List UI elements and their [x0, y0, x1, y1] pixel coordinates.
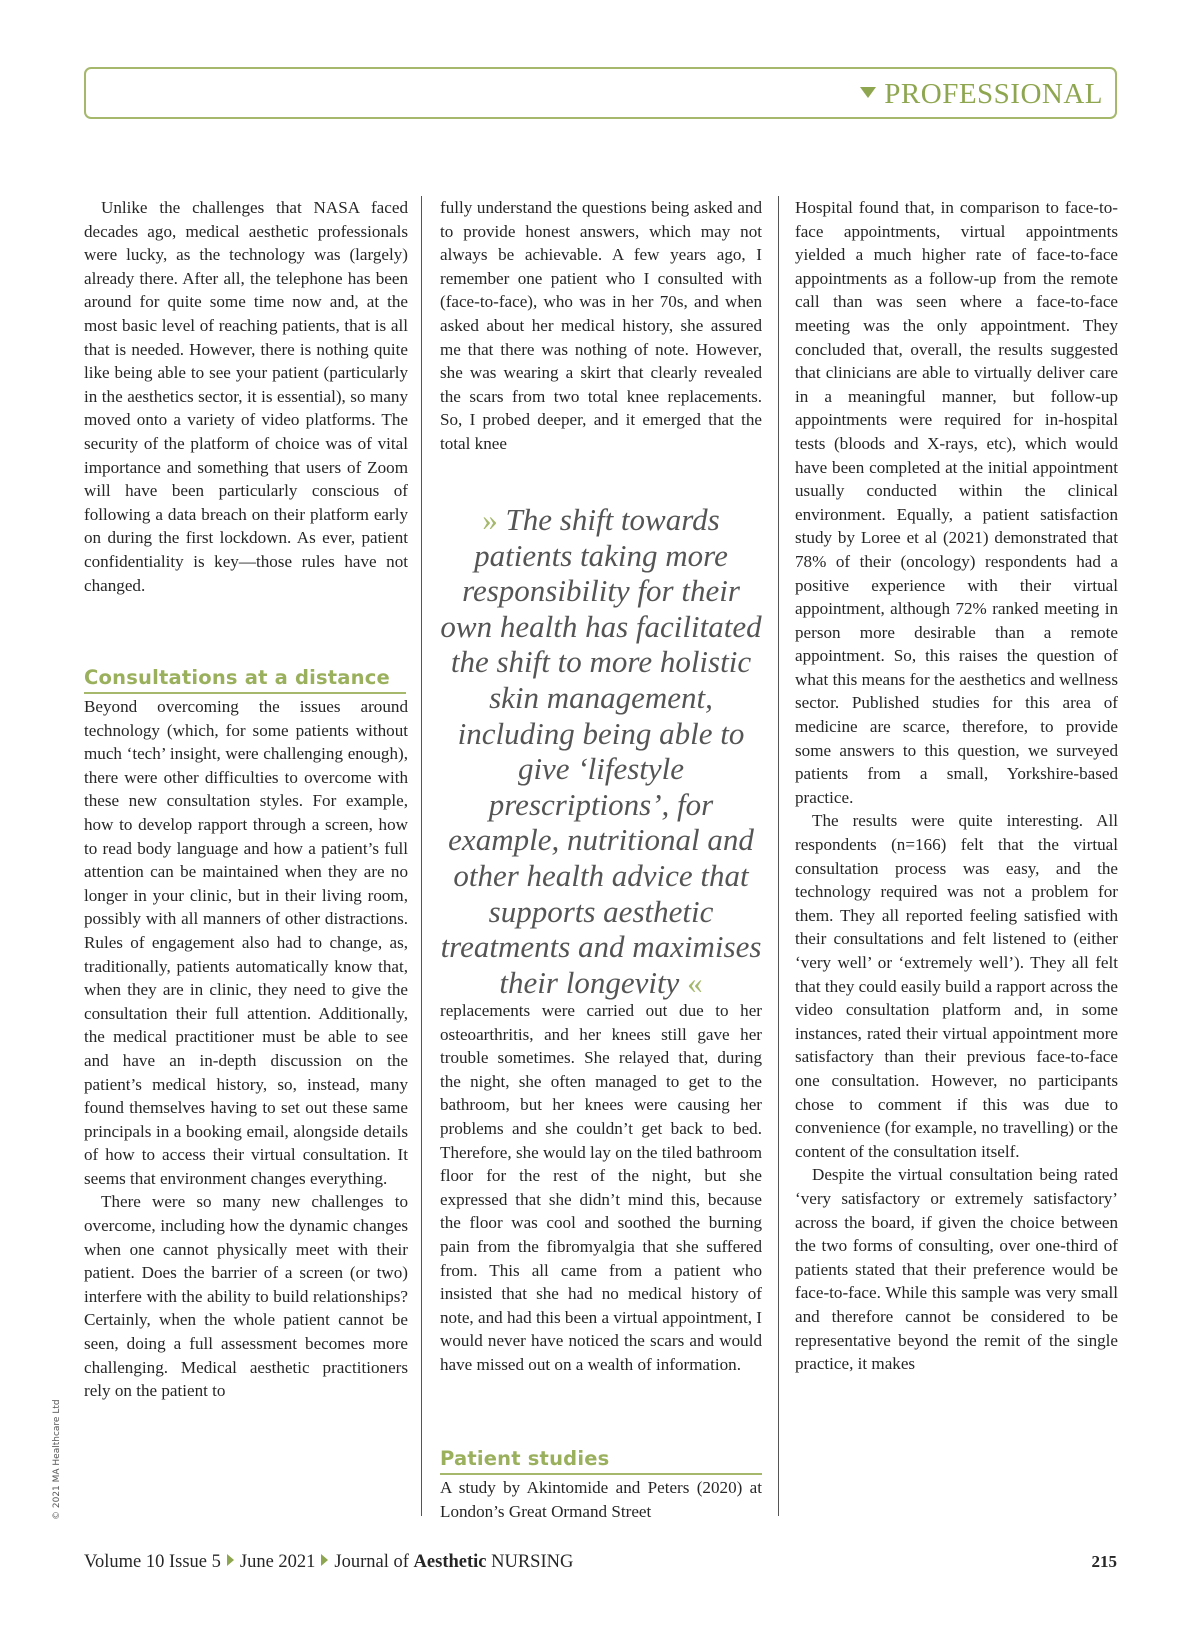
footer-journal-suffix: NURSING	[491, 1552, 574, 1572]
column-2-middle	[440, 999, 762, 1377]
body-paragraph: Beyond overcoming the issues around technology (which, for some patients without much ‘tech’ insight, were challenging enough), there were other difficulties to overcome with these new consultation styles. For example, how to develop rapport through a screen, how to read body language and how a patient’s full attention can be maintained when they are no longer in your clinic, but in their living room, possibly with all manners of other distractions. Rules of engagement also had to change, as, traditionally, patients automatically know that, when they are in clinic, they need to give the consultation their full attention. Additionally, the medical practitioner must be able to see and have an in-depth discussion on the patient’s medical history, so, instead, many found themselves having to set out these same principals in a booking email, alongside details of how to access their virtual consultation. It seems that environment changes everything.	[84, 697, 408, 1188]
column-1-top	[84, 196, 408, 597]
quote-open-mark: »	[482, 502, 498, 537]
footer-journal-prefix: Journal of	[334, 1552, 409, 1572]
copyright-notice: © 2021 MA Healthcare Ltd	[52, 1399, 62, 1520]
body-paragraph: A study by Akintomide and Peters (2020) at London’s Great Ormand Street	[440, 1478, 762, 1521]
footer-date: June 2021	[239, 1552, 316, 1572]
body-paragraph: replacements were carried out due to her osteoarthritis, and her knees still gave her trouble sometimes. She relayed that, during the night, she often managed to get to the bathroom, but her knees were causing her problems and she couldn’t get back to bed. Therefore, she would lay on the tiled bathroom floor for the rest of the night, but she expressed that she didn’t mind this, because the floor was cool and soothed the burning pain from the fibromyalgia that she suffered from. This all came from a patient who insisted that she had no medical history of note, and had this been a virtual appointment, I would never have noticed the scars and would have missed out on a wealth of information.	[440, 1001, 762, 1374]
subheading-consultations	[84, 666, 406, 694]
pull-quote-text: The shift towards patients taking more responsibility for their own health has facilitated the shift to more holistic skin management, including being able to give ‘lifestyle prescriptions’, for example, nutritional and other health advice that supports aesthetic treatments and maximises their longevity	[440, 502, 762, 1000]
body-paragraph: Unlike the challenges that NASA faced decades ago, medical aesthetic professionals were lucky, as the technology was (largely) already there. After all, the telephone has been around for quite some time now and, at the most basic level of reaching patients, that is all that is needed. However, there is nothing quite like being able to see your patient (particularly in the aesthetics sector, it is essential), so many moved onto a variety of video platforms. The security of the platform of choice was of vital importance and something that users of Zoom will have been particularly conscious of following a data breach on their platform early on during the first lockdown. As ever, patient confidentiality is key—those rules have not changed.	[84, 198, 408, 595]
column-divider	[421, 196, 422, 1516]
pull-quote	[436, 502, 766, 1000]
quote-close-mark: «	[687, 964, 703, 1000]
body-paragraph: The results were quite interesting. All respondents (n=166) felt that the virtual consultation process was easy, and the technology required was not a problem for them. They all reported feeling satisfied with their consultations and felt listened to (either ‘very well’ or ‘extremely well’). They all felt that they could easily build a rapport across the video consultation platform and, in some instances, rated their virtual appointment more satisfactory than their previous face-to-face one consultation. However, no participants chose to comment if this was due to convenience (for example, no travelling) or the content of the consultation itself.	[795, 811, 1118, 1161]
triangle-down-icon	[860, 87, 876, 98]
column-2-top	[440, 196, 762, 456]
column-2-bottom	[440, 1476, 762, 1523]
triangle-right-icon	[227, 1554, 234, 1566]
section-label	[860, 78, 1103, 111]
body-paragraph: There were so many new challenges to overcome, including how the dynamic changes when one cannot physically meet with their patient. Does the barrier of a screen (or two) interfere with the ability to build relationships? Certainly, when the whole patient cannot be seen, doing a full assessment becomes more challenging. Medical aesthetic practitioners rely on the patient to	[84, 1192, 408, 1401]
column-divider	[778, 196, 779, 1516]
column-1-bottom	[84, 695, 408, 1403]
body-paragraph: Despite the virtual consultation being rated ‘very satisfactory or extremely satisfactory’ across the board, if given the choice between the two forms of consulting, over one-third of patients stated that their preference would be face-to-face. While this sample was very small and therefore cannot be considered to be representative beyond the remit of the single practice, it makes	[795, 1165, 1118, 1374]
footer-journal-bold: Aesthetic	[413, 1552, 487, 1572]
section-header-box	[84, 67, 1117, 119]
column-3	[795, 196, 1118, 1376]
subheading-text: Patient studies	[440, 1447, 762, 1475]
section-label-text: PROFESSIONAL	[884, 78, 1103, 110]
subheading-text: Consultations at a distance	[84, 666, 406, 694]
subheading-patient-studies	[440, 1447, 762, 1475]
triangle-right-icon	[321, 1554, 328, 1566]
body-paragraph: fully understand the questions being asked and to provide honest answers, which may not always be achievable. A few years ago, I remember one patient who I consulted with (face-to-face), who was in her 70s, and when asked about her medical history, she assured me that there was nothing of note. However, she was wearing a skirt that clearly revealed the scars from two total knee replacements. So, I probed deeper, and it emerged that the total knee	[440, 198, 762, 453]
footer-volume: Volume 10 Issue 5	[84, 1552, 221, 1572]
page-number: 215	[1091, 1552, 1117, 1571]
footer-citation	[84, 1552, 573, 1573]
body-paragraph: Hospital found that, in comparison to face-to-face appointments, virtual appointments yielded a much higher rate of face-to-face appointments as a follow-up from the remote call than was seen where a face-to-face meeting was the only appointment. They concluded that, overall, the results suggested that clinicians are able to virtually deliver care in a meaningful manner, but follow-up appointments were required for in-hospital tests (bloods and X-rays, etc), which would have been completed at the initial appointment usually conducted within the clinical environment. Equally, a patient satisfaction study by Loree et al (2021) demonstrated that 78% of their (oncology) respondents had a positive experience with their virtual appointment, although 72% ranked meeting in person more desirable than a remote appointment. So, this raises the question of what this means for the aesthetics and wellness sector. Published studies for this area of medicine are scarce, therefore, to provide some answers to this question, we surveyed patients from a small, Yorkshire-based practice.	[795, 198, 1118, 807]
